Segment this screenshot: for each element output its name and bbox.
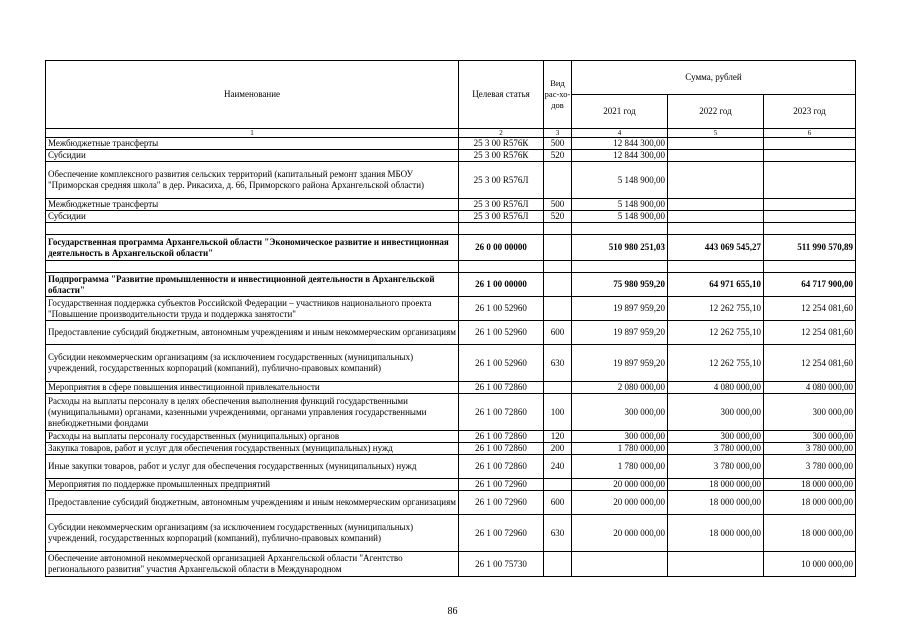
row-name: Расходы на выплаты персоналу государственных (муниципальных) органов bbox=[46, 431, 459, 443]
row-sum-2022: 18 000 000,00 bbox=[668, 479, 764, 491]
row-sum-2023: 18 000 000,00 bbox=[764, 491, 856, 515]
row-name: Субсидии bbox=[46, 150, 459, 162]
row-sum-2022 bbox=[668, 211, 764, 223]
row-sum-2021: 2 080 000,00 bbox=[572, 382, 668, 394]
row-target-code: 26 1 00 72860 bbox=[459, 382, 544, 394]
row-sum-2023: 12 254 081,60 bbox=[764, 321, 856, 345]
row-name: Субсидии некоммерческим организациям (за исключением государственных (муниципальных) учреждений, государственных корпораций (компаний), публично-правовых компаний) bbox=[46, 345, 459, 382]
row-sum-2023: 300 000,00 bbox=[764, 431, 856, 443]
row-sum-2023: 10 000 000,00 bbox=[764, 552, 856, 577]
table-row bbox=[46, 150, 856, 162]
row-sum-2021: 20 000 000,00 bbox=[572, 515, 668, 552]
table-row bbox=[46, 138, 856, 150]
row-name: Межбюджетные трансферты bbox=[46, 138, 459, 150]
row-sum-2023 bbox=[764, 138, 856, 150]
row-sum-2021: 19 897 959,20 bbox=[572, 321, 668, 345]
row-expense-type: 600 bbox=[544, 491, 572, 515]
row-sum-2023 bbox=[764, 199, 856, 211]
row-sum-2022 bbox=[668, 261, 764, 273]
row-expense-type: 120 bbox=[544, 431, 572, 443]
index-cell: 2 bbox=[459, 129, 544, 138]
row-expense-type bbox=[544, 297, 572, 321]
row-name bbox=[46, 261, 459, 273]
row-name: Обеспечение автономной некоммерческой организацией Архангельской области "Агентство регионального развития" участия Архангельской области в Международном bbox=[46, 552, 459, 577]
row-name: Субсидии bbox=[46, 211, 459, 223]
row-sum-2021: 19 897 959,20 bbox=[572, 297, 668, 321]
row-sum-2022: 3 780 000,00 bbox=[668, 455, 764, 479]
row-expense-type: 630 bbox=[544, 345, 572, 382]
table-header bbox=[46, 61, 856, 129]
row-sum-2022 bbox=[668, 162, 764, 199]
row-sum-2022: 300 000,00 bbox=[668, 431, 764, 443]
row-target-code bbox=[459, 261, 544, 273]
row-sum-2021: 12 844 300,00 bbox=[572, 150, 668, 162]
row-name: Мероприятия по поддержке промышленных предприятий bbox=[46, 479, 459, 491]
row-sum-2022 bbox=[668, 199, 764, 211]
row-name: Предоставление субсидий бюджетным, автономным учреждениям и иным некоммерческим организациям bbox=[46, 321, 459, 345]
row-expense-type bbox=[544, 479, 572, 491]
row-sum-2021: 510 980 251,03 bbox=[572, 235, 668, 261]
page-number: 86 bbox=[447, 606, 458, 617]
row-target-code: 26 1 00 72860 bbox=[459, 443, 544, 455]
row-expense-type bbox=[544, 382, 572, 394]
header-year-2022: 2022 год bbox=[668, 95, 764, 129]
row-name: Субсидии некоммерческим организациям (за исключением государственных (муниципальных) учреждений, государственных корпораций (компаний), публично-правовых компаний) bbox=[46, 515, 459, 552]
row-sum-2021 bbox=[572, 223, 668, 235]
table-row bbox=[46, 479, 856, 491]
row-name: Межбюджетные трансферты bbox=[46, 199, 459, 211]
row-expense-type: 200 bbox=[544, 443, 572, 455]
row-name: Государственная программа Архангельской области "Экономическое развитие и инвестиционная деятельность в Архангельской области" bbox=[46, 235, 459, 261]
row-sum-2023: 300 000,00 bbox=[764, 394, 856, 431]
row-sum-2021: 300 000,00 bbox=[572, 394, 668, 431]
row-sum-2022: 18 000 000,00 bbox=[668, 515, 764, 552]
row-sum-2023: 18 000 000,00 bbox=[764, 515, 856, 552]
table-row bbox=[46, 297, 856, 321]
row-target-code: 26 1 00 72860 bbox=[459, 455, 544, 479]
row-sum-2021: 5 148 900,00 bbox=[572, 162, 668, 199]
row-sum-2023: 64 717 900,00 bbox=[764, 273, 856, 297]
header-year-2021: 2021 год bbox=[572, 95, 668, 129]
row-target-code: 26 1 00 52960 bbox=[459, 345, 544, 382]
row-expense-type bbox=[544, 235, 572, 261]
row-target-code: 26 1 00 72860 bbox=[459, 394, 544, 431]
row-sum-2022: 18 000 000,00 bbox=[668, 491, 764, 515]
header-name: Наименование bbox=[46, 61, 459, 129]
index-cell: 3 bbox=[544, 129, 572, 138]
header-vid: Вид рас-хо-дов bbox=[544, 61, 572, 129]
table-row bbox=[46, 321, 856, 345]
table-row bbox=[46, 443, 856, 455]
row-expense-type: 520 bbox=[544, 211, 572, 223]
row-sum-2021 bbox=[572, 552, 668, 577]
row-expense-type: 520 bbox=[544, 150, 572, 162]
row-expense-type bbox=[544, 223, 572, 235]
row-sum-2022: 3 780 000,00 bbox=[668, 443, 764, 455]
row-sum-2021: 5 148 900,00 bbox=[572, 211, 668, 223]
header-code: Целевая статья bbox=[459, 61, 544, 129]
row-sum-2023: 3 780 000,00 bbox=[764, 443, 856, 455]
row-sum-2021: 5 148 900,00 bbox=[572, 199, 668, 211]
row-name: Обеспечение комплексного развития сельских территорий (капитальный ремонт здания МБОУ "Приморская средняя школа" в дер. Рикасиха, д. 66, Приморского района Архангельской области) bbox=[46, 162, 459, 199]
row-target-code bbox=[459, 223, 544, 235]
row-sum-2022 bbox=[668, 138, 764, 150]
row-target-code: 25 3 00 R576Л bbox=[459, 199, 544, 211]
row-sum-2022 bbox=[668, 552, 764, 577]
row-name: Предоставление субсидий бюджетным, автономным учреждениям и иным некоммерческим организациям bbox=[46, 491, 459, 515]
row-sum-2021: 75 980 959,20 bbox=[572, 273, 668, 297]
row-target-code: 26 1 00 52960 bbox=[459, 297, 544, 321]
row-sum-2023: 12 254 081,60 bbox=[764, 345, 856, 382]
row-sum-2022: 443 069 545,27 bbox=[668, 235, 764, 261]
row-sum-2023: 18 000 000,00 bbox=[764, 479, 856, 491]
row-expense-type: 600 bbox=[544, 321, 572, 345]
table-row bbox=[46, 431, 856, 443]
row-sum-2022: 4 080 000,00 bbox=[668, 382, 764, 394]
row-name: Мероприятия в сфере повышения инвестиционной привлекательности bbox=[46, 382, 459, 394]
table-row bbox=[46, 261, 856, 273]
row-target-code: 25 3 00 R576Л bbox=[459, 211, 544, 223]
table-row bbox=[46, 394, 856, 431]
row-sum-2022: 300 000,00 bbox=[668, 394, 764, 431]
row-target-code: 26 1 00 72960 bbox=[459, 479, 544, 491]
table-row bbox=[46, 273, 856, 297]
row-sum-2023 bbox=[764, 261, 856, 273]
table-row bbox=[46, 382, 856, 394]
index-cell: 1 bbox=[46, 129, 459, 138]
row-target-code: 26 1 00 72960 bbox=[459, 491, 544, 515]
row-sum-2022: 12 262 755,10 bbox=[668, 345, 764, 382]
row-expense-type: 500 bbox=[544, 138, 572, 150]
row-expense-type: 100 bbox=[544, 394, 572, 431]
row-sum-2023 bbox=[764, 223, 856, 235]
table-row bbox=[46, 211, 856, 223]
table-row bbox=[46, 455, 856, 479]
row-target-code: 25 3 00 R576К bbox=[459, 150, 544, 162]
row-sum-2021: 12 844 300,00 bbox=[572, 138, 668, 150]
table-body bbox=[46, 129, 856, 577]
row-expense-type: 630 bbox=[544, 515, 572, 552]
table-row bbox=[46, 345, 856, 382]
row-target-code: 25 3 00 R576К bbox=[459, 138, 544, 150]
table-row bbox=[46, 515, 856, 552]
row-sum-2021: 1 780 000,00 bbox=[572, 443, 668, 455]
row-sum-2022 bbox=[668, 223, 764, 235]
table-row bbox=[46, 491, 856, 515]
row-sum-2023: 3 780 000,00 bbox=[764, 455, 856, 479]
row-expense-type bbox=[544, 162, 572, 199]
table-row bbox=[46, 223, 856, 235]
row-sum-2023 bbox=[764, 162, 856, 199]
row-expense-type: 500 bbox=[544, 199, 572, 211]
row-name bbox=[46, 223, 459, 235]
row-expense-type bbox=[544, 273, 572, 297]
row-name: Расходы на выплаты персоналу в целях обеспечения выполнения функций государственными (муниципальными) органами, казенными учреждениями, органами управления государственными внебюджетными фондами bbox=[46, 394, 459, 431]
row-name: Государственная поддержка субъектов Российской Федерации – участников национального проекта "Повышение производительности труда и поддержка занятости" bbox=[46, 297, 459, 321]
header-year-2023: 2023 год bbox=[764, 95, 856, 129]
index-cell: 4 bbox=[572, 129, 668, 138]
row-sum-2021: 20 000 000,00 bbox=[572, 479, 668, 491]
table-row bbox=[46, 235, 856, 261]
table-row bbox=[46, 199, 856, 211]
row-target-code: 26 0 00 00000 bbox=[459, 235, 544, 261]
row-sum-2022: 12 262 755,10 bbox=[668, 297, 764, 321]
row-target-code: 26 1 00 72960 bbox=[459, 515, 544, 552]
table-row bbox=[46, 552, 856, 577]
row-sum-2021: 19 897 959,20 bbox=[572, 345, 668, 382]
row-name: Закупка товаров, работ и услуг для обеспечения государственных (муниципальных) нужд bbox=[46, 443, 459, 455]
row-sum-2021: 300 000,00 bbox=[572, 431, 668, 443]
row-sum-2022: 64 971 655,10 bbox=[668, 273, 764, 297]
column-index-row bbox=[46, 129, 856, 138]
index-cell: 6 bbox=[764, 129, 856, 138]
row-name: Иные закупки товаров, работ и услуг для обеспечения государственных (муниципальных) нужд bbox=[46, 455, 459, 479]
row-sum-2023: 511 990 570,89 bbox=[764, 235, 856, 261]
row-sum-2023 bbox=[764, 150, 856, 162]
row-expense-type bbox=[544, 261, 572, 273]
row-target-code: 26 1 00 72860 bbox=[459, 431, 544, 443]
budget-table bbox=[45, 60, 856, 577]
row-sum-2023: 12 254 081,60 bbox=[764, 297, 856, 321]
row-sum-2022 bbox=[668, 150, 764, 162]
row-sum-2022: 12 262 755,10 bbox=[668, 321, 764, 345]
row-target-code: 25 3 00 R576Л bbox=[459, 162, 544, 199]
row-target-code: 26 1 00 00000 bbox=[459, 273, 544, 297]
row-sum-2021: 1 780 000,00 bbox=[572, 455, 668, 479]
row-name: Подпрограмма "Развитие промышленности и инвестиционной деятельности в Архангельской области" bbox=[46, 273, 459, 297]
row-target-code: 26 1 00 52960 bbox=[459, 321, 544, 345]
row-expense-type bbox=[544, 552, 572, 577]
row-sum-2021: 20 000 000,00 bbox=[572, 491, 668, 515]
row-sum-2023 bbox=[764, 211, 856, 223]
table-row bbox=[46, 162, 856, 199]
row-target-code: 26 1 00 75730 bbox=[459, 552, 544, 577]
row-expense-type: 240 bbox=[544, 455, 572, 479]
row-sum-2023: 4 080 000,00 bbox=[764, 382, 856, 394]
header-sum: Сумма, рублей bbox=[572, 61, 856, 95]
row-sum-2021 bbox=[572, 261, 668, 273]
index-cell: 5 bbox=[668, 129, 764, 138]
